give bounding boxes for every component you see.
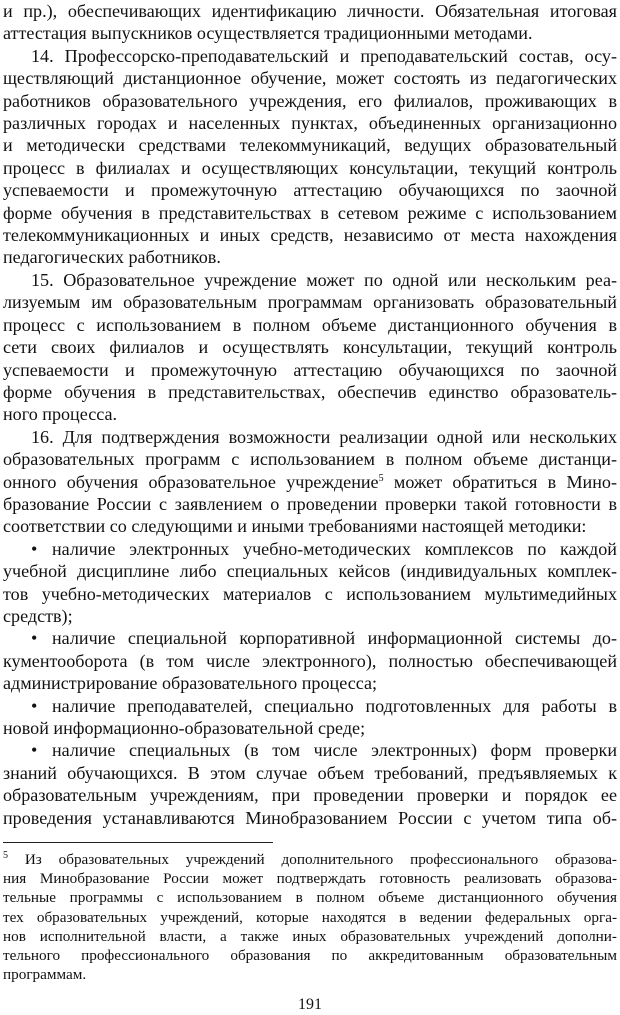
body-line (3, 762, 617, 784)
footnote-line-text: программам. (3, 966, 87, 984)
main-text (3, 0, 617, 829)
body-line (3, 695, 617, 717)
bullet-icon: • (31, 695, 38, 716)
body-line-text: наличие электронных учебно-методических комплексов по каждой (52, 538, 617, 559)
body-line-text: тов учебно-методических материалов с использованием мультимедийных (3, 583, 617, 604)
body-line-text: новой информационно-образовательной среде; (3, 718, 366, 738)
body-line-text: знаний обучающихся. В этом случае объем требований, предъявляемых к (3, 762, 617, 783)
body-line-text: соответствии со следующими и иными требованиями настоящей методики: (3, 516, 587, 537)
body-line (3, 605, 617, 627)
body-line (3, 224, 617, 246)
page-number: 191 (298, 996, 322, 1013)
body-line (3, 672, 617, 694)
footnote-line (3, 869, 617, 888)
body-line (3, 403, 617, 425)
body-line-text: различных городах и населенных пунктах, объединенных организационно (3, 113, 617, 134)
body-line-text: сети своих филиалов и осуществлять консультации, текущий контроль (3, 337, 617, 358)
footnote-line (3, 908, 617, 927)
body-line (3, 807, 617, 829)
body-line-text: лизуемым им образовательным программам организовать образовательный (3, 292, 617, 313)
body-line-text: образовательных программ с использованием в полном объеме дистанци- (3, 449, 617, 470)
footnote (3, 850, 617, 984)
footnote-line (3, 850, 617, 869)
body-line (3, 560, 617, 582)
bullet-icon: • (31, 628, 38, 649)
bullet-icon: • (31, 538, 38, 559)
body-line-text: проведения устанавливаются Минобразованием России с учетом типа об- (3, 807, 617, 828)
body-line (3, 493, 617, 515)
body-line-text: может обратиться в Мино- (383, 471, 617, 492)
footnote-line-text: тельные программы с использованием в полном объеме дистанционного обучения (3, 889, 617, 907)
footnote-line (3, 927, 617, 946)
body-line-text: форме обучения в представительствах в сетевом режиме с использованием (3, 202, 617, 223)
body-line (3, 515, 617, 537)
body-line (3, 112, 617, 134)
body-line-text: процесс с использованием в полном объеме дистанционного обучения в (3, 314, 617, 335)
body-line-text: учебной дисциплине либо специальных кейсов (индивидуальных комплек- (3, 561, 617, 582)
footnote-line-text: нов исполнительной власти, а также иных образовательных учреждений дополни- (3, 927, 617, 945)
body-line-text: и пр.), обеспечивающих идентификацию личности. Обязательная итоговая (3, 1, 617, 21)
body-line (3, 627, 617, 649)
body-line-text: средств); (3, 605, 73, 626)
footnote-line (3, 888, 617, 907)
body-line-text: 15. Образовательное учреждение может по одной или нескольким реа- (31, 269, 617, 290)
body-line-text: кументооборота (в том числе электронного), полностью обеспечивающей (3, 650, 617, 671)
body-line (3, 269, 617, 291)
footnote-reference[interactable]: 5 (378, 472, 384, 484)
body-line-text: процесс в филиалах и осуществляющих консультации, текущий контроль (3, 157, 617, 178)
body-line (3, 471, 617, 493)
body-line-text: педагогических работников. (3, 247, 221, 268)
body-line (3, 426, 617, 448)
body-line (3, 157, 617, 179)
body-line (3, 90, 617, 112)
body-line (3, 336, 617, 358)
footnote-line-text: Из образовательных учреждений дополнительного профессионального образова- (8, 851, 617, 868)
footnote-marker: 5 (3, 850, 8, 861)
body-line-text: телекоммуникационных и иных средств, независимо от места нахождения (3, 225, 617, 246)
page-body (3, 0, 617, 829)
body-line (3, 717, 617, 739)
body-line-text: работников образовательного учреждения, его филиалов, проживающих в (3, 90, 617, 111)
body-line-text: успеваемости и промежуточную аттестацию обучающихся по заочной (3, 180, 617, 201)
footnote-line-text: тельного профессионального образования по аккредитованным образовательным (3, 947, 617, 965)
body-line (3, 22, 617, 44)
body-line (3, 739, 617, 761)
footnote-line-text: тех образовательных учреждений, которые находятся в ведении федеральных орга- (3, 908, 617, 926)
body-line (3, 538, 617, 560)
body-line-text: наличие преподавателей, специально подготовленных для работы в (52, 695, 617, 716)
body-line (3, 291, 617, 313)
body-line (3, 650, 617, 672)
body-line (3, 202, 617, 224)
bullet-icon: • (31, 740, 38, 761)
body-line-text: наличие специальных (в том числе электронных) форм проверки (52, 740, 617, 761)
body-line-text: аттестация выпускников осуществляется традиционными методами. (3, 23, 533, 44)
footnote-divider (3, 842, 273, 843)
body-line (3, 179, 617, 201)
body-line-text: и методически средствами телекоммуникаций, ведущих образовательный (3, 135, 617, 156)
body-line (3, 45, 617, 67)
body-line-text: наличие специальной корпоративной информационной системы до- (52, 628, 617, 649)
footnote-line (3, 946, 617, 965)
body-line (3, 359, 617, 381)
body-line (3, 0, 617, 22)
body-line (3, 314, 617, 336)
body-line-text: администрирование образовательного процесса; (3, 673, 378, 694)
body-line (3, 246, 617, 268)
body-line-text: бразование России с заявлением о проведении проверки такой готовности в (3, 493, 617, 514)
footnote-line (3, 965, 617, 984)
body-line (3, 784, 617, 806)
body-line-text: ществляющий дистанционное обучение, может состоять из педагогических (3, 68, 617, 89)
body-line (3, 583, 617, 605)
body-line-text: ного процесса. (3, 404, 118, 425)
body-line-text: онного обучения образовательное учреждение (3, 471, 379, 492)
body-line-text: образовательным учреждениям, при проведении проверки и порядок ее (3, 785, 617, 806)
body-line-text: успеваемости и промежуточную аттестацию обучающихся по заочной (3, 359, 617, 380)
body-line (3, 381, 617, 403)
body-line (3, 448, 617, 470)
body-line-text: 14. Профессорско-преподавательский и преподавательский состав, осу- (31, 45, 617, 66)
body-line (3, 67, 617, 89)
footnote-line-text: ния Минобразование России может подтверждать готовность реализовать образова- (3, 870, 617, 888)
body-line-text: 16. Для подтверждения возможности реализации одной или нескольких (31, 426, 617, 447)
body-line-text: форме обучения в представительствах, обеспечив единство образователь- (3, 381, 617, 402)
body-line (3, 134, 617, 156)
